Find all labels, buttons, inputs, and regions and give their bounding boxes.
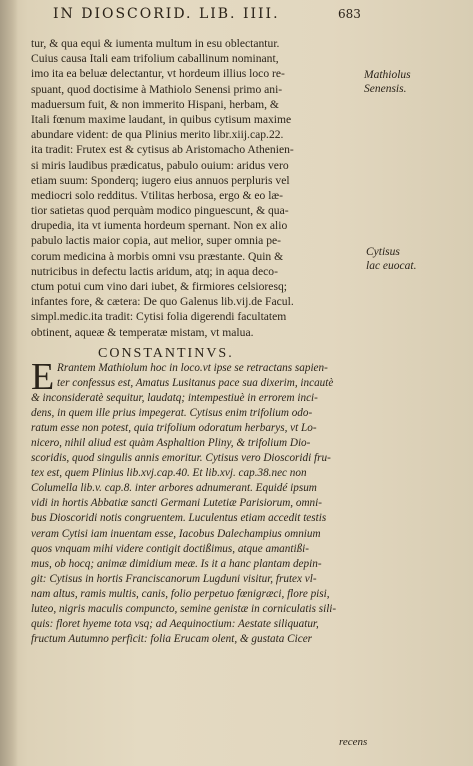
commentary-line: mus, ob hocq; animæ dimidium meæ. Is it a hanc plantam depin- [31,557,322,570]
commentary-line: git: Cytisus in hortis Franciscanorum Lugduni visitur, frutex vl- [31,572,317,585]
body-line: ita tradit: Frutex est & cytisus ab Aristomacho Athenien- [31,143,294,157]
commentary-line: bus Dioscoridi notis congruentem. Luculentus etiam accedit testis [31,512,327,525]
body-line: drupedia, ita vt iumenta hordeum spernant. Non ex alio [31,219,288,233]
commentary-line: tex est, quem Plinius lib.xvj.cap.40. Et lib.xvj. cap.38.nec non [31,467,307,480]
page-number: 683 [338,7,361,21]
drop-cap: E [31,356,55,398]
body-line: infantes fore, & cætera: De quo Galenus lib.vij.de Facul. [31,295,294,309]
body-line: si miris laudibus prædicatus, pabulo ouium: aridus vero [31,158,289,172]
body-line: Itali fœnum maxime laudant, in quibus cytisum maxime [31,112,292,126]
margin-note-line: Cytisus [366,246,400,258]
body-line: maduersum fuit, & non immerito Hispani, herbam, & [31,97,279,111]
commentary-line: dens, in quem ille prius impegerat. Cytisus enim trifolium odo- [31,407,313,420]
commentary-line: ter confessus est, Amatus Lusitanus pace sua dixerim, incautè [57,377,334,390]
body-line: etiam suum: Sponderq; iugero eius annuos perpluris vel [31,173,290,187]
margin-note-line: Senensis. [364,83,407,95]
commentary-line: luteo, nigris maculis compuncto, semine genistæ in corniculatis sili- [31,602,337,615]
body-line: imo ita ea beluæ delectantur, vt hordeum illius loco re- [31,67,285,81]
commentary-line: ratum esse non potest, quia trifolium odoratum herbarys, vt Lo- [31,422,317,435]
margin-note-mathiolus [364,68,411,96]
body-line: obtinent, aqueæ & temperatæ mistam, vt malua. [31,325,254,339]
body-line: Cuius causa Itali eam trifolium caballinum nominant, [31,52,279,66]
catchword: recens [339,736,368,748]
body-line: pabulo lactis maior copia, aut melior, super omnia pe- [31,234,282,248]
commentary-line: Rrantem Mathiolum hoc in loco.vt ipse se retractans sapien- [57,362,328,374]
commentary-text [31,361,367,647]
body-line: corum medicina à morbis omni vsu præstante. Quin & [31,249,284,263]
margin-note-line: Mathiolus [364,69,411,81]
commentary-line: nam altus, ramis multis, canis, folio perpetuo fœnigræci, flore pisi, [31,587,330,600]
body-line: tur, & qua equi & iumenta multum in esu oblectantur. [31,37,280,50]
commentary-line: quos vnquam mihi videre contigit doctißimus, atque amantißi- [31,542,309,555]
margin-note-cytisus [366,245,416,273]
running-header: IN DIOSCORID. LIB. IIII. [53,6,280,22]
commentary-line: veram Cytisi iam inuentam esse, Iacobus Dalechampius omnium [31,527,321,540]
body-line: tior satietas quod perquàm modico pinguescunt, & qua- [31,204,289,218]
commentary-line: nicero, nihil aliud est quàm Asphaltion Pliny, & trifolium Dio- [31,437,311,450]
section-heading: CONSTANTINVS. [98,346,234,361]
body-line: nutricibus in defectu lactis aridum, atq; in aqua deco- [31,264,278,278]
commentary-line: Columella lib.v. cap.8. inter arbores adnumerant. Equidé ipsum [31,482,317,495]
commentary-line: quis: floret hyeme tota vsq; ad Aequinoctium: Aestate siliquatur, [31,617,319,630]
body-line: abundare vident: de qua Plinius merito libr.xiij.cap.22. [31,128,284,142]
body-line: ctum potui cum vino dari iubet, & firmiores celsioresq; [31,280,287,293]
body-line: mediocri solo redditus. Vtilitas herbosa, ergo & eo læ- [31,188,284,202]
margin-note-line: lac euocat. [366,260,417,272]
commentary-line: fructum Autumno perficit: folia Erucam olent, & gustata Cicer [31,632,313,645]
body-line: spuant, quod doctisime à Mathiolo Senensi primo ani- [31,82,283,96]
body-line: simpl.medic.ita tradit: Cytisi folia digerendi facultatem [31,310,287,324]
body-text [31,36,356,340]
commentary-line: vidi in hortis Abbatiæ sancti Germani Lutetiæ Parisiorum, omni- [31,497,322,510]
commentary-line: & inconsideratè sequitur, laudatq; intempestiuè in errorem inci- [31,392,318,405]
book-binding-shadow [0,0,18,766]
commentary-line: scoridis, quod singulis annis emoritur. Cytisus vero Dioscoridi fru- [31,452,331,465]
